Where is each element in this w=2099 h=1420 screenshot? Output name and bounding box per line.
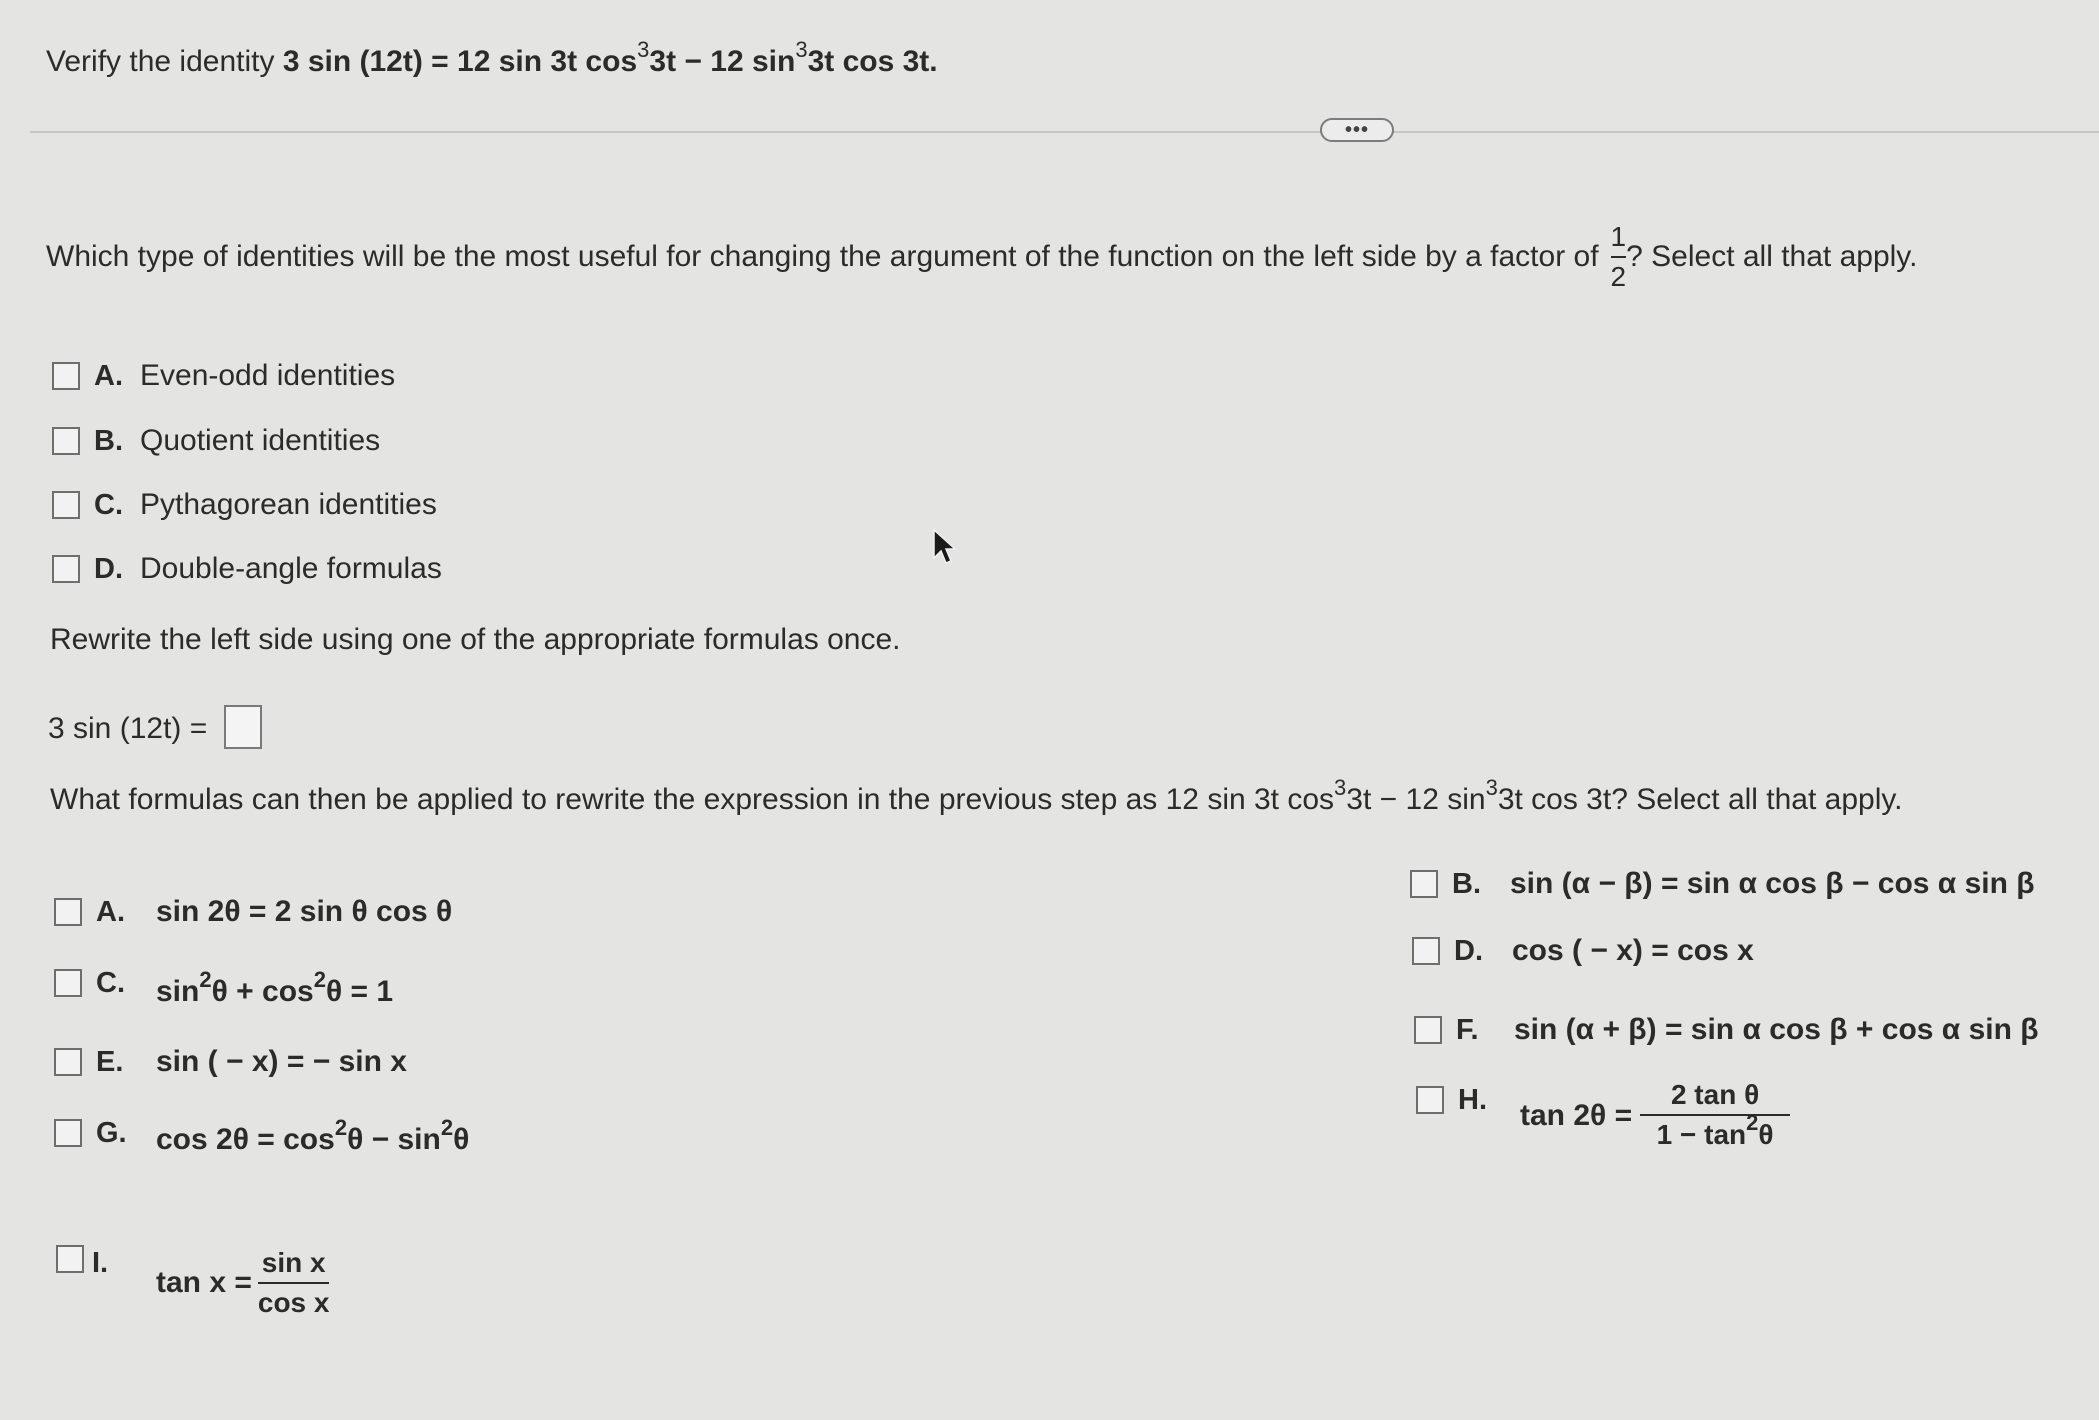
header-identity: [46, 37, 938, 82]
q3-prompt-a: What formulas can then be applied to rewrite the expression in the previous step as 12 sin 3t cos: [50, 783, 1335, 816]
q1-frac-bar: [1611, 256, 1627, 258]
checkbox-icon[interactable]: [54, 1119, 82, 1147]
q3-prompt-c: 3t cos 3t? Select all that apply.: [1497, 783, 1903, 816]
option-formula: sin 2θ = 2 sin θ cos θ: [156, 895, 453, 928]
option-formula: sin ( − x) = − sin x: [156, 1045, 407, 1078]
formula-lhs: tan x =: [156, 1266, 252, 1299]
den-part: θ: [1758, 1119, 1774, 1150]
option-letter: A.: [94, 360, 123, 392]
formula-part: θ: [453, 1123, 470, 1156]
mouse-pointer-icon: [932, 528, 958, 568]
option-letter: B.: [94, 425, 123, 457]
q3-option-f[interactable]: [1414, 1012, 2039, 1048]
option-letter: D.: [1454, 935, 1483, 967]
frac-den: [1656, 1110, 1774, 1152]
q3-option-h[interactable]: [1416, 1082, 1516, 1118]
option-letter: G.: [96, 1117, 127, 1149]
formula-fraction: [1640, 1080, 1790, 1152]
formula-exp: 2: [313, 967, 326, 992]
option-letter: A.: [96, 896, 125, 928]
frac-bar: [258, 1282, 330, 1284]
answer-input[interactable]: [224, 705, 262, 749]
q3-option-g[interactable]: [54, 1114, 470, 1156]
q3-option-h-formula: [1520, 1080, 1790, 1152]
q2-lhs: 3 sin (12t) =: [48, 712, 208, 745]
option-label: Pythagorean identities: [140, 488, 437, 521]
option-letter: I.: [92, 1247, 109, 1279]
checkbox-icon[interactable]: [52, 555, 80, 583]
section-divider: [30, 131, 2099, 133]
q1-option-d[interactable]: [52, 551, 442, 587]
formula-lhs: tan 2θ =: [1520, 1099, 1633, 1132]
q3-option-a[interactable]: [54, 894, 452, 930]
option-formula: [156, 1115, 470, 1160]
q2-prompt: Rewrite the left side using one of the appropriate formulas once.: [50, 623, 901, 656]
q1-option-a[interactable]: [52, 358, 395, 394]
q3-prompt: [50, 775, 1903, 820]
q3-exp1: 3: [1334, 775, 1347, 800]
checkbox-icon[interactable]: [52, 427, 80, 455]
option-formula: sin (α + β) = sin α cos β + cos α sin β: [1514, 1013, 2039, 1046]
formula-part: θ + cos: [211, 975, 314, 1008]
checkbox-icon[interactable]: [54, 898, 82, 926]
q1-option-b[interactable]: [52, 423, 380, 459]
den-part: 1 − tan: [1656, 1119, 1747, 1150]
frac-den: cos x: [257, 1287, 330, 1318]
option-label: Even-odd identities: [140, 359, 396, 392]
option-letter: C.: [94, 489, 123, 521]
checkbox-icon[interactable]: [52, 491, 80, 519]
q1-frac-den: 2: [1610, 261, 1627, 292]
identity-mid: 3t − 12 sin: [649, 45, 796, 78]
q3-option-c[interactable]: [54, 964, 394, 1008]
verify-label: Verify the identity: [46, 45, 275, 78]
formula-part: θ − sin: [347, 1123, 441, 1156]
q3-option-i-formula: [156, 1248, 329, 1318]
checkbox-icon[interactable]: [1416, 1086, 1444, 1114]
formula-part: θ = 1: [325, 975, 394, 1008]
formula-fraction: [258, 1248, 330, 1318]
option-letter: E.: [96, 1046, 124, 1078]
identity-end: 3t cos 3t.: [807, 45, 938, 78]
q3-option-e[interactable]: [54, 1044, 407, 1080]
formula-exp: 2: [334, 1115, 348, 1140]
option-formula: [156, 967, 394, 1012]
formula-exp: 2: [199, 967, 212, 992]
option-letter: F.: [1456, 1014, 1479, 1046]
q3-option-d[interactable]: [1412, 933, 1754, 969]
frac-num: sin x: [261, 1247, 326, 1278]
q3-prompt-b: 3t − 12 sin: [1346, 783, 1486, 816]
frac-bar: [1640, 1114, 1790, 1116]
q3-option-b[interactable]: [1410, 866, 2035, 902]
formula-part: cos 2θ = cos: [156, 1123, 335, 1156]
expand-button[interactable]: •••: [1320, 118, 1394, 142]
q1-suffix: ? Select all that apply.: [1626, 240, 1918, 273]
q1-fraction: [1611, 222, 1627, 292]
identity-exp1: 3: [637, 37, 650, 62]
option-letter: B.: [1452, 868, 1481, 900]
frac-num: 2 tan θ: [1670, 1079, 1760, 1110]
checkbox-icon[interactable]: [1410, 870, 1438, 898]
checkbox-icon[interactable]: [54, 1048, 82, 1076]
identity-lhs: 3 sin (12t) = 12 sin 3t cos: [282, 45, 638, 78]
option-letter: C.: [96, 967, 125, 999]
q3-exp2: 3: [1485, 775, 1498, 800]
option-formula: sin (α − β) = sin α cos β − cos α sin β: [1510, 867, 2035, 900]
checkbox-icon[interactable]: [52, 362, 80, 390]
q1-prompt: [46, 222, 1917, 292]
checkbox-icon[interactable]: [54, 969, 82, 997]
option-letter: H.: [1458, 1084, 1487, 1116]
q1-option-c[interactable]: [52, 487, 437, 523]
checkbox-icon[interactable]: [1412, 937, 1440, 965]
option-label: Quotient identities: [140, 424, 381, 457]
den-exp: 2: [1746, 1110, 1759, 1135]
identity-exp2: 3: [795, 37, 808, 62]
q3-option-i[interactable]: [56, 1245, 136, 1281]
q1-prompt-text: Which type of identities will be the most useful for changing the argument of the function on the left side by a factor of: [46, 240, 1599, 273]
checkbox-icon[interactable]: [56, 1245, 84, 1273]
option-formula: cos ( − x) = cos x: [1512, 934, 1754, 967]
checkbox-icon[interactable]: [1414, 1016, 1442, 1044]
option-label: Double-angle formulas: [140, 552, 442, 585]
option-letter: D.: [94, 553, 123, 585]
formula-part: sin: [156, 975, 200, 1008]
q1-frac-num: 1: [1610, 221, 1627, 252]
formula-exp: 2: [440, 1115, 454, 1140]
